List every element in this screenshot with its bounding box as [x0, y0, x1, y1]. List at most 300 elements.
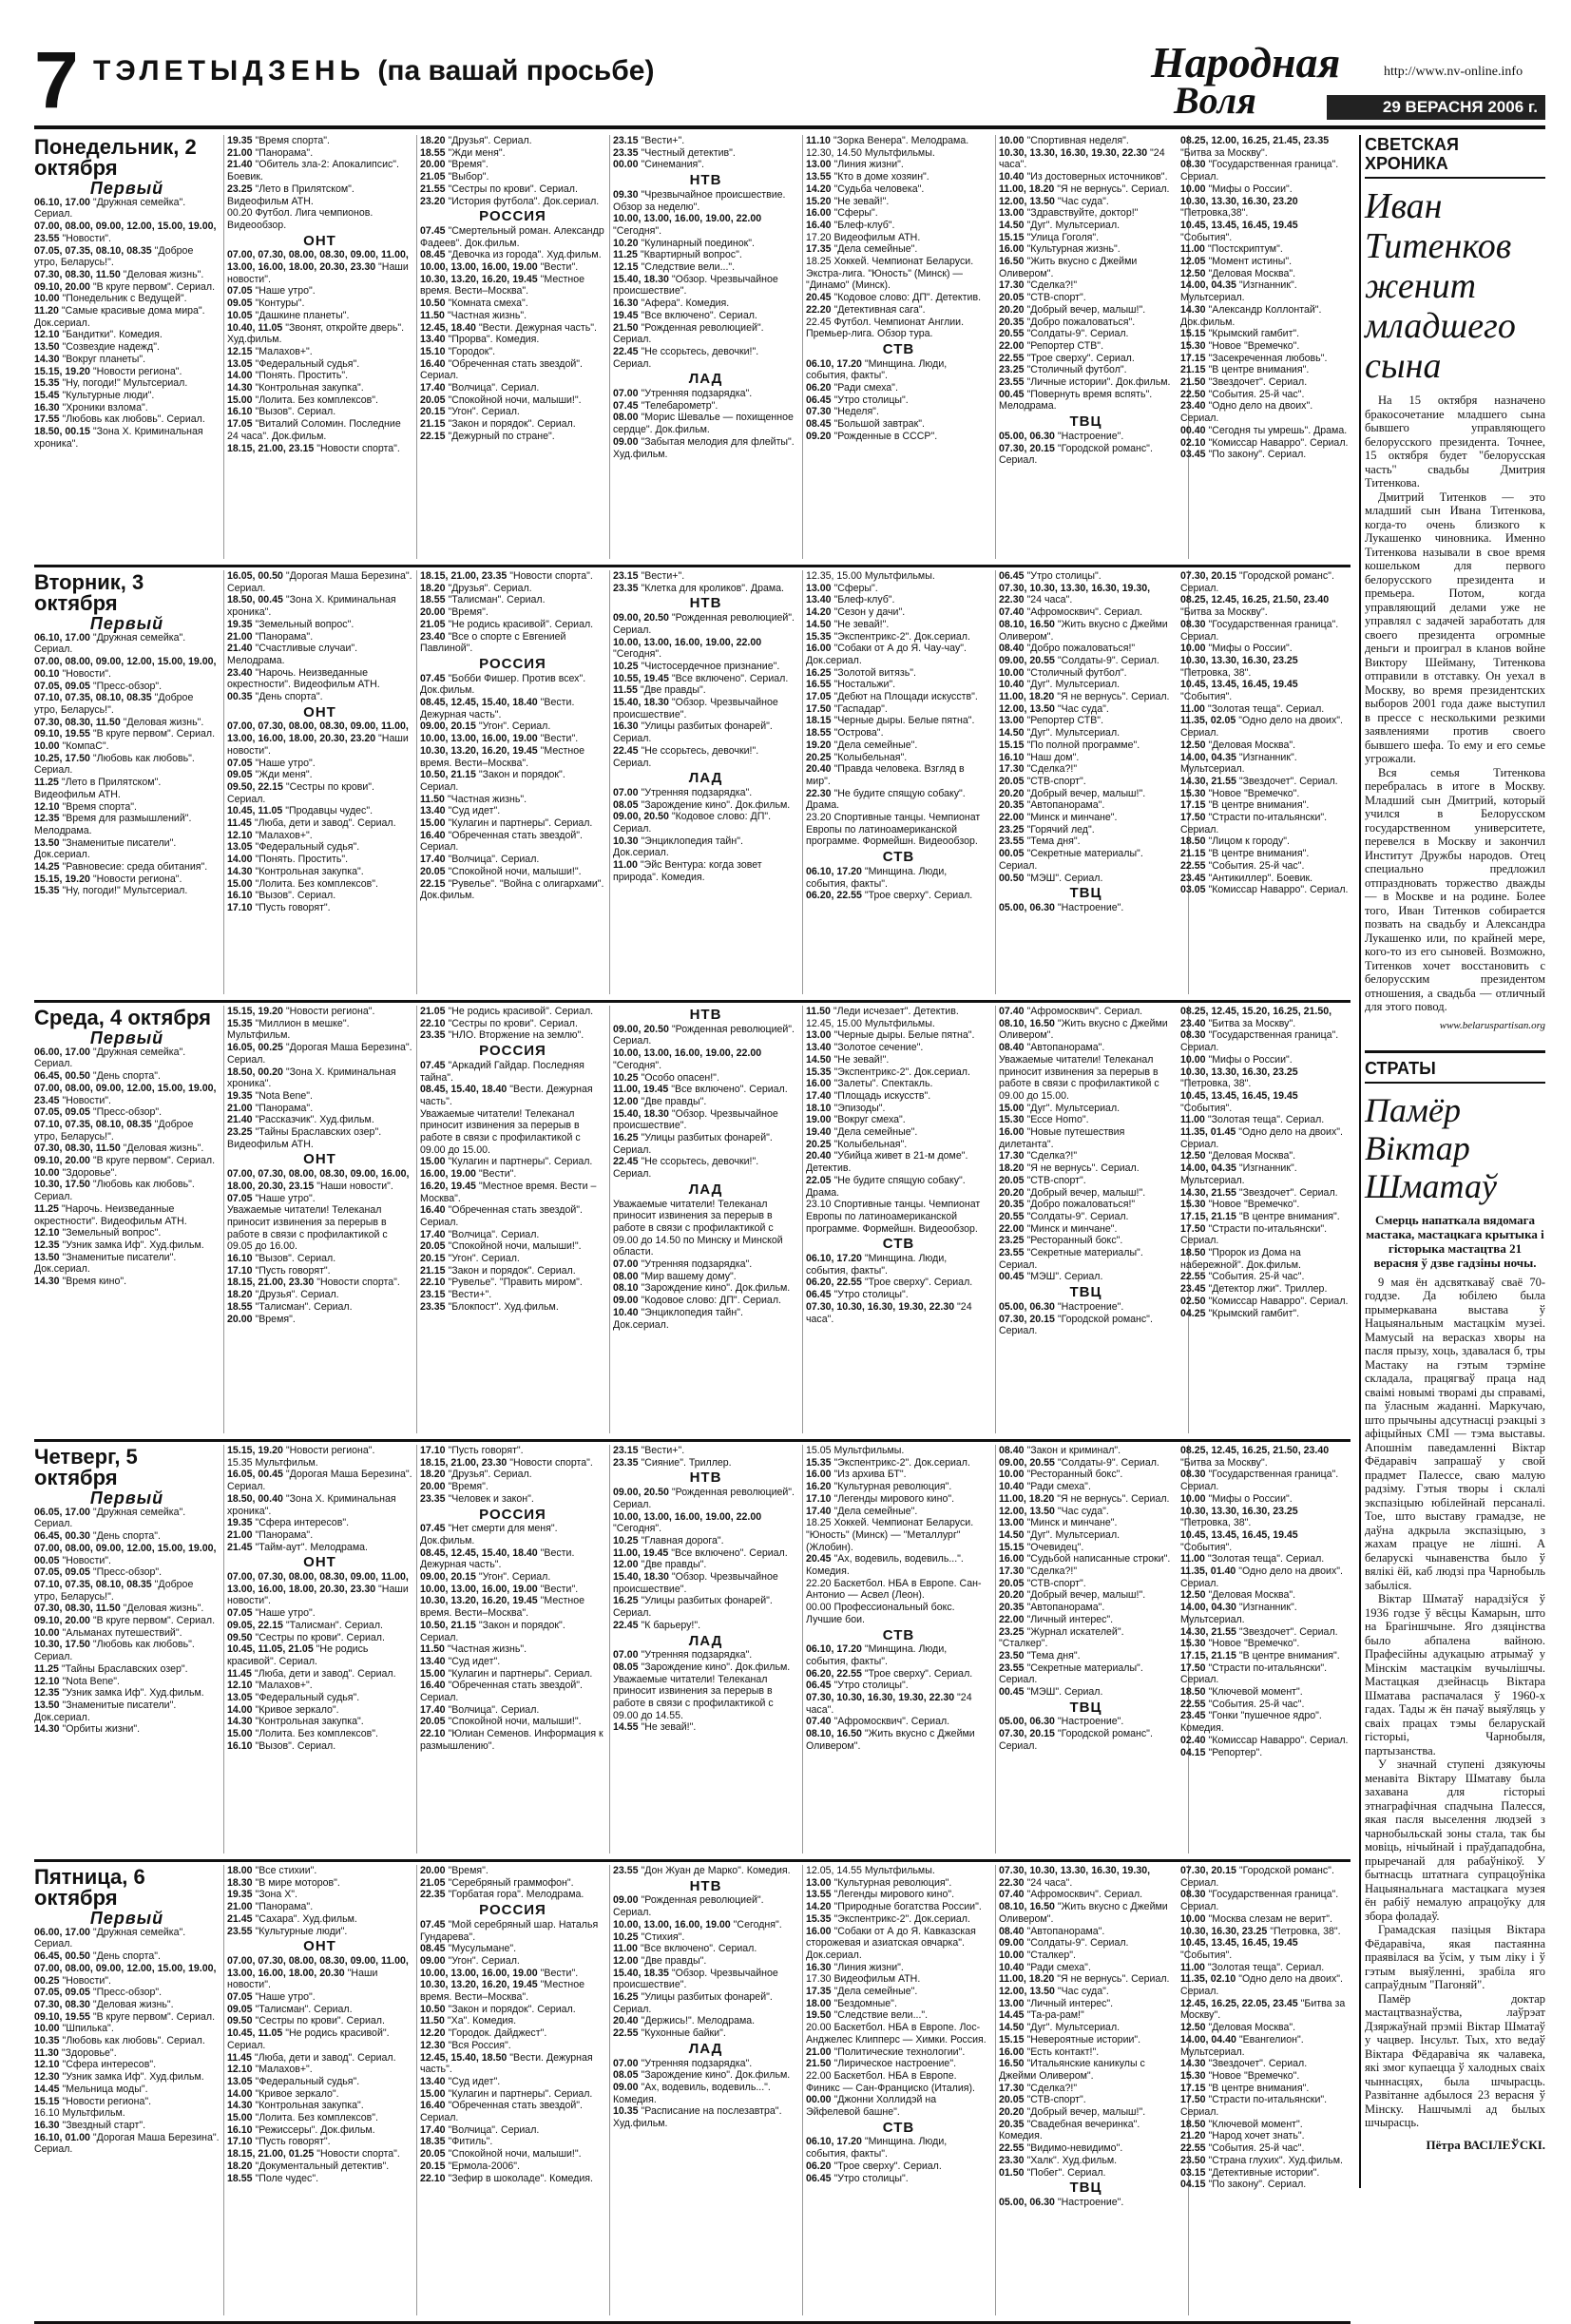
- program-listing: 07.05 "Наше утро".: [227, 1607, 316, 1620]
- program-listing: 23.55 "Дон Жуан де Марко". Комедия.: [613, 1865, 791, 1876]
- program-listing: 11.00 "Золотая теща". Сериал.: [1180, 702, 1325, 715]
- column-divider: [223, 135, 224, 559]
- program-listing: 07.05 "Наше утро".: [227, 757, 316, 769]
- channel-heading: НТВ: [689, 1469, 722, 1487]
- schedule-column: [34, 135, 220, 559]
- program-listing: 06.00, 17.00 "Дружная семейка". Сериал.: [34, 1046, 186, 1070]
- program-listing: 07.05, 09.05 "Пресс-обзор".: [34, 680, 163, 692]
- article-title-shmatau: Памёр Віктар Шматаў: [1365, 1090, 1497, 1205]
- program-listing: 16.40 "Блеф-клуб".: [806, 219, 895, 231]
- program-listing: 12.45, 15.00 Мультфильмы.: [806, 1017, 935, 1029]
- program-listing: 12.20 "Городок. Дайджест".: [420, 2027, 547, 2040]
- program-listing: 08.00 "Морис Шевалье — похищенное сердце". Док.фильм.: [613, 412, 794, 436]
- program-listing: 16.10 "Вызов". Сериал.: [227, 890, 336, 902]
- program-listing: 10.00 "Спортивная неделя".: [999, 135, 1129, 146]
- program-listing: 16.00 "Залеты". Спектакль.: [806, 1078, 933, 1090]
- program-listing: 14.30 "Контрольная закупка".: [227, 2100, 364, 2112]
- program-listing: 23.25 "Журнал искателей". "Сталкер".: [999, 1625, 1124, 1650]
- sidebar: [1365, 135, 1545, 2153]
- program-listing: 14.30 "Вокруг планеты".: [34, 353, 146, 365]
- program-listing: 00.00 "Синемания".: [613, 159, 704, 171]
- program-listing: 11.25 "Лето в Прилятском". Видеофильм АТН.: [34, 777, 162, 800]
- program-listing: 19.35 "Сфера интересов".: [227, 1517, 350, 1529]
- program-listing: 06.10, 17.20 "Минщина. Люди, события, факты".: [806, 2136, 948, 2161]
- program-listing: 15.40, 18.35 "Обзор. Чрезвычайное происшествие".: [613, 1967, 778, 1991]
- program-listing: 20.25 "Колыбельная".: [806, 751, 908, 763]
- program-listing: 21.05 "Выбор".: [420, 171, 489, 183]
- program-listing: 13.55 "Легенды мирового кино".: [806, 1889, 955, 1901]
- program-listing: 12.35 "Узник замка Иф". Худ.фильм.: [34, 1687, 204, 1700]
- channel-heading: Первый: [89, 1489, 164, 1508]
- program-listing: 08.25, 12.00, 16.25, 21.45, 23.35 "Битва за Москву".: [1180, 135, 1330, 159]
- program-listing: 20.15 "Угон". Сериал.: [420, 406, 520, 418]
- program-listing: 22.55 "Трое сверху". Сериал.: [999, 352, 1135, 364]
- program-listing: 17.30 "Сделка?!": [999, 279, 1078, 292]
- program-listing: 22.10 "Рувелье". "Править миром".: [420, 1277, 583, 1289]
- program-listing: 17.35 "Дела семейные".: [806, 243, 918, 256]
- program-listing: 15.00 "Кулагин и партнеры". Сериал.: [420, 817, 593, 830]
- program-listing: 18.25 Хоккей. Чемпионат Беларуси. "Юность" (Минск) — "Металлург" (Жлобин).: [806, 1517, 974, 1553]
- channel-heading: ЛАД: [688, 1181, 723, 1198]
- program-listing: 12.50 "Деловая Москва".: [1180, 739, 1296, 751]
- schedule-column: [806, 570, 991, 994]
- program-listing: 10.00 "Альманах путешествий".: [34, 1626, 182, 1639]
- program-listing: 14.30 "Контрольная закупка".: [227, 1716, 364, 1728]
- program-listing: 14.00, 04.35 "Изгнанник". Мультсериал.: [1180, 751, 1297, 776]
- program-listing: 11.00, 18.20 "Я не вернусь". Сериал.: [999, 1492, 1170, 1505]
- program-listing: 23.20 "История футбола". Док.сериал.: [420, 195, 600, 207]
- program-listing: 20.40 "Держись!". Мелодрама.: [613, 2015, 756, 2027]
- program-listing: 22.10 "Сестры по крови". Сериал.: [420, 1017, 578, 1029]
- program-listing: 07.05, 09.05 "Пресс-обзор".: [34, 1987, 163, 1999]
- program-listing: 06.20, 22.55 "Трое сверху". Сериал.: [806, 890, 973, 902]
- program-listing: 15.05 Мультфильмы.: [806, 1445, 905, 1456]
- program-listing: 07.30, 08.30, 11.50 "Деловая жизнь".: [34, 1603, 204, 1615]
- program-listing: 07.30, 20.15 "Городской романс". Сериал.: [1180, 570, 1334, 594]
- program-listing: 10.30, 13.20, 16.20, 19.45 "Местное время. Вести–Москва".: [420, 744, 585, 769]
- program-listing: 13.00 "Репортер СТВ".: [999, 715, 1104, 727]
- program-listing: 16.40 "Обреченная стать звездой". Сериал.: [420, 829, 583, 854]
- program-listing: 18.15, 21.00, 01.25 "Новости спорта".: [227, 2148, 400, 2161]
- program-listing: 08.30 "Государственная граница". Сериал.: [1180, 618, 1339, 643]
- program-listing: 13.00 "Линия жизни".: [806, 159, 904, 171]
- program-listing: 10.25 "Главная дорога".: [613, 1534, 724, 1546]
- column-divider: [995, 1006, 996, 1433]
- program-listing: 23.50 "Страна глухих". Худ.фильм.: [1180, 2154, 1343, 2166]
- program-listing: 17.50 "Гаспадар".: [806, 702, 888, 715]
- program-listing: 20.20 "Добрый вечер, малыш!".: [999, 2106, 1146, 2119]
- program-listing: 19.35 "Время спорта".: [227, 135, 330, 146]
- page-header: [34, 35, 1545, 125]
- program-listing: 10.50 "Комната смеха".: [420, 298, 528, 310]
- program-listing: 10.30, 13.20, 16.20, 19.45 "Местное время. Вести–Москва".: [420, 1595, 585, 1620]
- program-listing: 17.05 "Дебют на Площади искусств".: [806, 691, 978, 703]
- program-listing: 15.30 "Новое "Времечко".: [1180, 339, 1300, 352]
- program-listing: 09.00, 20.55 "Солдаты-9". Сериал.: [999, 654, 1159, 666]
- program-listing: 06.20 "Ради смеха".: [806, 382, 898, 394]
- program-listing: 20.25 "Колыбельная".: [806, 1138, 908, 1150]
- program-listing: 09.05 "Жди меня".: [227, 769, 313, 781]
- program-listing: 21.45 "Сахара". Худ.фильм.: [227, 1912, 357, 1925]
- program-listing: 17.40 "Волчица". Сериал.: [420, 2123, 540, 2136]
- program-listing: 08.45, 12.45, 15.40, 18.40 "Вести. Дежурная часть".: [420, 697, 575, 720]
- program-listing: 14.50 "Дуг". Мультсериал.: [999, 727, 1121, 739]
- program-listing: 22.45 "К барьеру!".: [613, 1619, 701, 1631]
- program-listing: 10.00 "Понедельник с Ведущей".: [34, 293, 187, 305]
- day-block: [34, 1445, 1351, 1862]
- program-listing: 21.15 "Закон и порядок". Сериал.: [420, 1264, 576, 1277]
- program-listing: 20.40 "Правда человека. Взгляд в мир".: [806, 763, 965, 787]
- program-listing: 15.35 "Ну, погоди!" Мультсериал.: [34, 377, 188, 390]
- program-listing: 15.40, 18.30 "Обзор. Чрезвычайное происшествие".: [613, 273, 778, 298]
- program-listing: 16.40 "Обреченная стать звездой". Сериал.: [420, 357, 583, 382]
- program-listing: 07.00, 08.00, 09.00, 12.00, 15.00, 19.00, 00.25 "Новости".: [34, 1962, 217, 1987]
- program-listing: 07.00, 07.30, 08.00, 08.30, 09.00, 11.00, 13.00, 16.00, 18.00, 20.30, 23.30 "Наши новости".: [227, 1571, 409, 1607]
- program-listing: 12.00, 13.50 "Час суда".: [999, 1505, 1109, 1517]
- program-listing: 15.30 "Ессе Homo".: [999, 1114, 1089, 1126]
- program-listing: 14.55 "Не зевай!".: [613, 1721, 697, 1734]
- program-listing: 18.15, 21.00, 23.30 "Новости спорта".: [227, 1277, 400, 1289]
- program-listing: 09.00 "Кодовое слово: ДП". Сериал.: [613, 1295, 781, 1307]
- program-listing: 14.00, 04.35 "Изгнанник". Мультсериал.: [1180, 1162, 1297, 1186]
- program-listing: 12.05 "Момент истины".: [1180, 256, 1293, 268]
- program-listing: 12.30, 14.50 Мультфильмы.: [806, 146, 935, 159]
- program-listing: 10.00 "Мифы о России".: [1180, 182, 1293, 195]
- program-listing: 16.20, 19.45 "Местное время. Вести –Москва".: [420, 1180, 597, 1204]
- program-listing: 10.00, 13.00, 16.00, 19.00, 22.00 "Сегодня".: [613, 636, 762, 661]
- program-listing: 18.10 "Эпизоды".: [806, 1102, 886, 1114]
- program-listing: 12.10 "Время спорта".: [34, 800, 137, 813]
- program-listing: 22.45 Футбол. Чемпионат Англии. Премьер-лига. Обзор тура.: [806, 316, 965, 340]
- program-listing: 06.10, 17.20 "Минщина. Люди, события, факты".: [806, 357, 948, 382]
- program-listing: 06.45, 00.50 "День спорта".: [34, 1070, 161, 1083]
- program-listing: 02.10 "Комиссар Наварро". Сериал.: [1180, 436, 1349, 449]
- program-listing: 16.00 "Собаки от А до Я. Чау-чау". Док.сериал.: [806, 643, 967, 666]
- program-listing: 09.00, 20.55 "Солдаты-9". Сериал.: [999, 1456, 1159, 1469]
- program-listing: 07.00, 08.00, 09.00, 12.00, 15.00, 19.00, 00.10 "Новости".: [34, 656, 217, 680]
- program-listing: 07.00, 07.30, 08.00, 08.30, 09.00, 16.00, 18.00, 20.30, 23.15 "Наши новости".: [227, 1168, 410, 1192]
- program-listing: 13.05 "Федеральный судья".: [227, 1692, 360, 1704]
- program-listing: 13.40 "Суд идет".: [420, 805, 501, 817]
- program-listing: 20.35 "Свадебная вечеринка". Комедия.: [999, 2118, 1140, 2142]
- program-listing: 11.35, 01.40 "Одно дело на двоих". Сериал.: [1180, 1565, 1343, 1589]
- program-listing: 08.05 "Зарождение кино". Док.фильм.: [613, 1661, 791, 1673]
- program-listing: 12.00 "Две правды".: [613, 1559, 707, 1571]
- program-listing: 23.35 "Клетка для кроликов". Драма.: [613, 582, 785, 594]
- program-listing: 08.10 "Зарождение кино". Док.фильм.: [613, 1282, 791, 1295]
- program-listing: 21.40 "Рассказчик". Худ.фильм.: [227, 1114, 374, 1126]
- program-listing: Уважаемые читатели! Телеканал приносит извинения за перерыв в работе в связи с профилактикой с 09.00 до 14.55.: [613, 1673, 774, 1721]
- program-listing: 11.00 "Золотая теща". Сериал.: [1180, 1114, 1325, 1126]
- program-listing: 12.15 "Следствие вели...".: [613, 261, 736, 274]
- program-listing: 13.00 "Культурная революция".: [806, 1876, 952, 1889]
- program-listing: 22.15 "Рувелье". "Война с олигархами". Док.фильм.: [420, 877, 604, 902]
- channel-heading: Первый: [89, 1028, 164, 1047]
- program-listing: 14.50 "Не зевай!".: [806, 618, 890, 630]
- program-listing: 06.45 "Утро столицы".: [806, 1289, 909, 1301]
- program-listing: 14.30 "Время кино".: [34, 1276, 127, 1288]
- program-listing: 15.15 "Невероятные истории".: [999, 2033, 1141, 2046]
- article-title-titenkov: Иван Титенков женит младшего сына: [1365, 186, 1516, 386]
- program-listing: 17.10 "Пусть говорят".: [227, 1264, 331, 1277]
- program-listing: 13.40 "Блеф-клуб".: [806, 594, 895, 606]
- program-listing: 09.00, 20.50 "Рожденная революцией". Сериал.: [613, 1023, 795, 1047]
- program-listing: 17.40 "Дела семейные".: [806, 1505, 918, 1517]
- program-listing: 16.30 "Звездный старт".: [34, 2119, 146, 2131]
- program-listing: 22.10 "Зефир в шоколаде". Комедия.: [420, 2172, 593, 2184]
- program-listing: 13.50 "Знаменитые писатели". Док.сериал.: [34, 1251, 177, 1276]
- program-listing: 08.40 "Добро пожаловаться!": [999, 643, 1136, 655]
- program-listing: 12.50 "Деловая Москва".: [1180, 1150, 1296, 1162]
- program-listing: 20.35 "Добро пожаловаться".: [999, 316, 1136, 328]
- program-listing: 16.05, 00.45 "Дорогая Маша Березина". Сериал.: [227, 1469, 412, 1493]
- program-listing: 08.40 "Автопанорама".: [999, 1925, 1105, 1937]
- program-listing: 09.05, 22.15 "Талисман". Сериал.: [227, 1619, 383, 1631]
- program-listing: 10.30 "Энциклопедия тайн". Док.сериал.: [613, 835, 743, 859]
- program-listing: 00.00 "Джонни Холлидэй на Эйфелевой башне".: [806, 2094, 937, 2119]
- program-listing: 18.55 "Острова".: [806, 727, 884, 739]
- program-listing: 08.05 "Зарождение кино". Док.фильм.: [613, 798, 791, 811]
- program-listing: 23.55 "Тема дня".: [999, 835, 1081, 848]
- program-listing: 06.10, 17.00 "Дружная семейка". Сериал.: [34, 196, 186, 221]
- program-listing: 20.55 "Солдаты-9". Сериал.: [999, 328, 1129, 340]
- program-listing: 18.55 "Талисман". Сериал.: [420, 594, 546, 606]
- program-listing: 11.35, 02.05 "Одно дело на двоих". Сериал.: [1180, 715, 1343, 739]
- program-listing: 15.10 "Городок".: [420, 345, 496, 357]
- program-listing: 00.05 "Секретные материалы". Сериал.: [999, 848, 1143, 872]
- program-listing: 10.30, 17.50 "Любовь как любовь". Сериал.: [34, 1179, 195, 1203]
- program-listing: 22.30 "Не будите спящую собаку". Драма.: [806, 787, 966, 812]
- program-listing: 09.10, 19.55 "В круге первом". Сериал.: [34, 728, 216, 740]
- program-listing: 16.55 "Ностальжи".: [806, 679, 896, 691]
- program-listing: 14.45 "Мельница моды".: [34, 2083, 148, 2095]
- program-listing: 23.40 "Одно дело на двоих". Сериал.: [1180, 400, 1313, 425]
- day-name: Четверг, 5 октября: [34, 1445, 138, 1489]
- program-listing: 16.40 "Обреченная стать звездой". Сериал.: [420, 2100, 583, 2124]
- day-block: [34, 135, 1351, 567]
- program-listing: 09.00, 20.50 "Кодовое слово: ДП". Сериал.: [613, 811, 772, 835]
- column-divider: [802, 1865, 803, 2315]
- program-listing: 17.40 "Волчица". Сериал.: [420, 1703, 540, 1716]
- program-listing: 16.05, 00.50 "Дорогая Маша Березина". Сериал.: [227, 570, 412, 594]
- program-listing: 07.00 "Утренняя подзарядка".: [613, 786, 753, 798]
- program-listing: 22.55 "События. 25-й час".: [1180, 1698, 1305, 1710]
- program-listing: 14.30, 21.55 "Звездочет". Сериал.: [1180, 1625, 1338, 1638]
- program-listing: 23.20 Спортивные танцы. Чемпионат Европы по латиноамериканской программе. Формейшн. Видеообзор.: [806, 812, 981, 848]
- channel-heading: ТВЦ: [1069, 413, 1102, 431]
- program-listing: 18.20 "Друзья". Сериал.: [420, 582, 532, 594]
- program-listing: 06.45 "Утро столицы".: [806, 394, 909, 406]
- site-url[interactable]: http://www.nv-online.info: [1384, 65, 1523, 79]
- program-listing: 07.05, 09.05 "Пресс-обзор".: [34, 1566, 163, 1579]
- program-listing: 10.35 "Расписание на послезавтра". Худ.фильм.: [613, 2105, 782, 2130]
- program-listing: 12.10 "Малахов+".: [227, 1680, 313, 1692]
- program-listing: 17.20 Видеофильм АТН.: [806, 231, 921, 243]
- program-listing: 07.45 "Телебарометр".: [613, 399, 718, 412]
- program-listing: 23.15 "Вести+".: [613, 570, 685, 582]
- program-listing: 12.15 "Малахов+".: [227, 345, 313, 357]
- program-listing: 15.35 "Экспентрикс-2". Док.сериал.: [806, 1066, 970, 1078]
- program-listing: 11.00, 18.20 "Я не вернусь". Сериал.: [999, 691, 1170, 703]
- program-listing: 10.30, 13.20, 16.20, 19.45 "Местное время. Вести–Москва".: [420, 1979, 585, 2004]
- program-listing: 17.40 "Волчица". Сериал.: [420, 1228, 540, 1240]
- article-paragraph: У значнай ступені дзякуючы менавіта Віктару Шматаву была захавана для гісторыі этнаграфічная спадчына Палесся, якая пасля выселення людзей з чарнобыльскай зоны стала, так бы мовіць, нічыйнай і праўдападобна, прыречанай для рабаўнікоў. У бытнасць штатнага супрацоўніка Нацыянальнага мастацкага музея ён рабіў немалую апрацоўку для збора фоладаў.: [1365, 1757, 1545, 1923]
- column-divider: [609, 1006, 610, 1433]
- program-listing: 17.40 "Площадь искусств".: [806, 1089, 931, 1102]
- program-listing: 02.50 "Комиссар Наварро". Сериал.: [1180, 1295, 1349, 1307]
- program-listing: 07.05 "Наше утро".: [227, 1192, 316, 1204]
- program-listing: 12.10 "Бандитки". Комедия.: [34, 329, 163, 341]
- day-block: [34, 570, 1351, 1003]
- program-listing: 11.50 "Частная жизнь".: [420, 309, 527, 321]
- program-listing: 17.15 "Засекреченная любовь".: [1180, 352, 1328, 364]
- program-listing: 00.50 "МЭШ". Сериал.: [999, 872, 1103, 884]
- program-listing: 09.00, 20.50 "Рожденная революцией". Сериал.: [613, 612, 795, 636]
- program-listing: 06.45 "Утро столицы".: [806, 2172, 909, 2184]
- program-listing: 09.05 "Талисман". Сериал.: [227, 2003, 353, 2015]
- program-listing: 09.30 "Чрезвычайное происшествие. Обзор за неделю".: [613, 188, 786, 213]
- program-listing: 19.35 "Зона Х".: [227, 1889, 297, 1901]
- channel-heading: СТВ: [882, 1236, 915, 1253]
- program-listing: 21.05 "Не родись красивой". Сериал.: [420, 1006, 594, 1017]
- program-listing: 22.55 "События. 25-й час".: [1180, 2142, 1305, 2155]
- program-listing: 08.45 "Мусульмане".: [420, 1943, 517, 1955]
- program-listing: 09.10, 20.00 "В круге первом". Сериал.: [34, 1155, 216, 1167]
- program-listing: 14.00, 04.30 "Изгнанник". Мультсериал.: [1180, 1602, 1297, 1625]
- column-divider: [802, 570, 803, 994]
- program-listing: 09.50 "Сестры по крови". Сериал.: [227, 1631, 385, 1643]
- channel-heading: РОССИЯ: [479, 208, 546, 225]
- program-listing: 22.55 "Кухонные байки".: [613, 2027, 726, 2040]
- program-listing: 10.00 "Шпилька".: [34, 2023, 114, 2035]
- program-listing: 20.15 "Ермола-2006".: [420, 2160, 521, 2172]
- program-listing: 18.50, 00.20 "Зона Х. Криминальная хроника".: [227, 1066, 396, 1090]
- program-listing: 10.45, 13.45, 16.45, 19.45 "События".: [1180, 679, 1298, 703]
- program-listing: 12.45, 16.25, 22.05, 23.45 "Битва за Москву".: [1180, 1997, 1346, 2022]
- schedule-column: [420, 1865, 605, 2315]
- schedule-column: [999, 135, 1173, 559]
- program-listing: 12.00, 13.50 "Час суда".: [999, 195, 1109, 207]
- program-listing: 22.00 "Минск и минчане".: [999, 1222, 1118, 1235]
- program-listing: 23.50 "Тема дня".: [999, 1649, 1081, 1661]
- program-listing: 09.20 "Рожденные в СССР".: [806, 430, 938, 442]
- program-listing: 13.05 "Федеральный судья".: [227, 2075, 360, 2087]
- program-listing: 10.00 "КомпаС".: [34, 740, 109, 753]
- column-divider: [995, 135, 996, 559]
- program-listing: 11.35, 02.10 "Одно дело на двоих". Сериал.: [1180, 1973, 1343, 1998]
- program-listing: 08.25, 12.45, 16.25, 21.50, 23.40 "Битва за Москву".: [1180, 1445, 1330, 1469]
- logo-line1: Народная: [1151, 38, 1341, 86]
- schedule-column: [420, 1006, 605, 1433]
- program-listing: 16.10 "Режиссеры". Док.фильм.: [227, 2123, 375, 2136]
- program-listing: 11.00 "Постскриптум".: [1180, 243, 1283, 256]
- program-listing: 11.00, 19.45 "Все включено". Сериал.: [613, 1084, 788, 1096]
- program-listing: 12.00 "Две правды".: [613, 1954, 707, 1967]
- program-listing: 13.40 "Золотое сечение".: [806, 1042, 924, 1054]
- program-listing: 10.40, 11.05 "Звонят, откройте дверь". Худ.фильм.: [227, 321, 405, 346]
- program-listing: 20.05 "Спокойной ночи, малыши!".: [420, 865, 582, 877]
- program-listing: 16.25 "Улицы разбитых фонарей". Сериал.: [613, 1595, 773, 1620]
- program-listing: 17.10 "Пусть говорят".: [227, 901, 331, 913]
- program-listing: 16.00 "Сферы".: [806, 207, 878, 220]
- program-listing: 14.00, 04.35 "Изгнанник". Мультсериал.: [1180, 279, 1297, 304]
- program-listing: 17.50 "Страсти по-итальянски". Сериал.: [1180, 2094, 1328, 2119]
- program-listing: 15.00 "Кулагин и партнеры". Сериал.: [420, 2087, 593, 2100]
- program-listing: 17.30 "Сделка?!": [999, 2082, 1078, 2094]
- program-listing: 14.50 "Дуг". Мультсериал.: [999, 2022, 1121, 2034]
- schedule-column: [1180, 1865, 1351, 2315]
- program-listing: 07.10, 07.35, 08.10, 08.35 "Доброе утро, Беларусь!".: [34, 1578, 194, 1603]
- program-listing: 06.10, 17.00 "Дружная семейка". Сериал.: [34, 631, 186, 656]
- program-listing: 18.00 "Все стихии".: [227, 1865, 317, 1876]
- sidebar-heading-chronicle: СВЕТСКАЯ ХРОНИКА: [1365, 135, 1545, 179]
- program-listing: 21.00 "Панорама".: [227, 146, 314, 159]
- program-listing: 21.55 "Сестры по крови". Сериал.: [420, 182, 578, 195]
- program-listing: 07.30, 08.30, 11.50 "Деловая жизнь".: [34, 716, 204, 728]
- header-rule: [34, 125, 1545, 129]
- program-listing: 20.20 "Добрый вечер, малыш!".: [999, 303, 1146, 316]
- program-listing: 15.40, 18.30 "Обзор. Чрезвычайное происшествие".: [613, 1571, 778, 1595]
- program-listing: 10.30, 13.30, 16.30, 23.25 "Петровка, 38".: [1180, 1066, 1298, 1090]
- program-listing: 08.25, 12.45, 15.20, 16.25, 21.50, 23.40 "Битва за Москву".: [1180, 1006, 1332, 1029]
- program-listing: 15.35 "Миллион в мешке". Мультфильм.: [227, 1017, 350, 1042]
- program-listing: 11.50 "Леди исчезает". Детектив.: [806, 1006, 959, 1017]
- program-listing: 06.45, 00.30 "День спорта".: [34, 1530, 161, 1543]
- program-listing: 08.30 "Государственная граница". Сериал.: [1180, 1469, 1339, 1493]
- program-listing: 19.40 "Дела семейные".: [806, 1126, 918, 1139]
- program-listing: 20.05 "СТВ-спорт".: [999, 292, 1086, 304]
- article-paragraph: Вся семья Титенкова перебралась в итоге в Москву. Младший сын Дмитрий, который учился в Белорусском государственном университете, перевелся в Москву и закончил Институт Дружбы народов. Отец специально предложил отпраздновать торжество дважды — в Москве и на родине. Более того, Иван Титенков собирается позвать на свадьбу и Александра Лукашенко или, по крайней мере, кого-то из его сыновей. Возможно, Титенков хочет восстановить с белорусским президентом отношения, а свадьба — отличный для этого повод.: [1365, 765, 1545, 1013]
- program-listing: Уважаемые читатели! Телеканал приносит извинения за перерыв в работе в связи с профилактикой с 09.00 до 15.00.: [999, 1053, 1159, 1102]
- program-listing: 07.00 "Утренняя подзарядка".: [613, 1649, 753, 1661]
- program-listing: 23.35 "НЛО. Вторжение на землю".: [420, 1029, 584, 1042]
- program-listing: 10.30, 13.30, 16.30, 23.25 "Петровка, 38".: [1180, 1505, 1298, 1529]
- day-block: [34, 1006, 1351, 1442]
- program-listing: 12.30 "Узник замка Иф". Худ.фильм.: [34, 2071, 204, 2084]
- program-listing: 17.35 "Дела семейные".: [806, 1986, 918, 1998]
- program-listing: 10.00 "Москва слезам не верит".: [1180, 1912, 1332, 1925]
- column-divider: [223, 1445, 224, 1853]
- program-listing: 22.45 "Не ссорьтесь, девочки!". Сериал.: [613, 744, 759, 769]
- program-listing: 05.00, 06.30 "Настроение".: [999, 1300, 1124, 1313]
- program-listing: 22.20 "Детективная сага".: [806, 303, 926, 316]
- program-listing: 17.40 "Волчица". Сериал.: [420, 382, 540, 394]
- program-listing: 09.00 "Забытая мелодия для флейты". Худ.фильм.: [613, 435, 795, 460]
- program-listing: 20.05 "СТВ-спорт".: [999, 775, 1086, 787]
- schedule-column: [420, 135, 605, 559]
- program-listing: Уважаемые читатели! Телеканал приносит извинения за перерыв в работе в связи с профилактикой с 09.05 до 16.00.: [227, 1204, 388, 1253]
- program-listing: 07.30, 10.30, 13.30, 16.30, 19.30, 22.30 "24 часа".: [999, 1865, 1151, 1889]
- program-listing: 16.40 "Обреченная стать звездой". Сериал.: [420, 1680, 583, 1704]
- program-listing: 20.35 "Добро пожаловаться!": [999, 1199, 1136, 1211]
- program-listing: 10.00, 13.00, 16.00, 19.00 "Вести".: [420, 1967, 579, 1979]
- article-paragraph: Дмитрий Титенков — это младший сын Ивана Титенкова, когда-то очень близкого к Лукашенко чиновника. Именно Титенкова называли в свое время кошельком для первого белорусского президента и премьера. Потом, когда управляющий делами уже не управлял с задачей заработать для своего президента огромные деньги и проиграл в кланов войне Виктору Шейману, Титенкова отправили в отставку. Он уехал в Москву, во время президентских выборов 2001 года даже выступил в прессе с несколькими резкими заявлениями против своего бывшего шефа. То ему и его семье угрожали.: [1365, 490, 1545, 765]
- program-listing: 00.20 Футбол. Лига чемпионов. Видеообзор.: [227, 207, 374, 231]
- program-listing: 13.05 "Федеральный судья".: [227, 841, 360, 854]
- program-listing: 06.20 "Трое сверху". Сериал.: [806, 2160, 942, 2172]
- program-listing: 17.15, 21.15 "В центре внимания".: [1180, 1649, 1340, 1661]
- program-listing: 10.40 "Дуг". Мультсериал.: [999, 679, 1121, 691]
- program-listing: 18.15, 21.00, 23.15 "Новости спорта".: [227, 442, 400, 454]
- program-listing: 10.00, 13.00, 16.00, 19.00 "Вести".: [420, 733, 579, 745]
- program-listing: 16.20 "Культурная революция".: [806, 1481, 952, 1493]
- program-listing: 17.10 "Легенды мирового кино".: [806, 1492, 955, 1505]
- program-listing: 14.30 "Орбиты жизни".: [34, 1723, 141, 1736]
- program-listing: 13.40 "Прорва". Комедия.: [420, 334, 540, 346]
- article-source[interactable]: www.belaruspartisan.org: [1439, 1019, 1545, 1031]
- program-listing: 16.40 "Обреченная стать звездой". Сериал.: [420, 1204, 583, 1228]
- program-listing: 08.30 "Государственная граница". Сериал.: [1180, 1889, 1339, 1913]
